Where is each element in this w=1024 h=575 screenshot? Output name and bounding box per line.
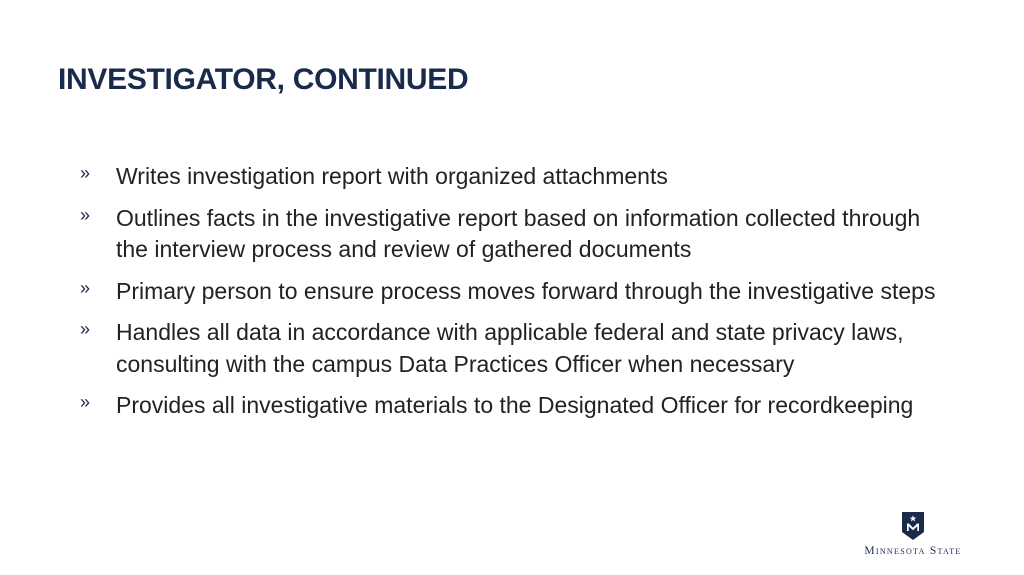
bullet-item [80, 317, 950, 380]
slide-title: INVESTIGATOR, CONTINUED [58, 63, 469, 96]
bullet-item [80, 390, 950, 422]
bullet-item [80, 161, 950, 193]
bullet-chevron-icon: » [80, 392, 91, 412]
bullet-chevron-icon: » [80, 319, 91, 339]
bullet-text: Provides all investigative materials to the Designated Officer for recordkeeping [116, 392, 914, 418]
bullet-chevron-icon: » [80, 277, 91, 298]
bullet-text: Handles all data in accordance with applicable federal and state privacy laws, consulting with the campus Data Practices Officer when necessary [116, 319, 904, 377]
minnesota-state-logo [848, 512, 978, 562]
bullet-list [80, 161, 950, 432]
bullet-item [80, 203, 950, 266]
bullet-text: Writes investigation report with organized attachments [116, 163, 668, 189]
bullet-chevron-icon: » [80, 163, 91, 183]
bullet-item [80, 276, 950, 308]
minnesota-state-star-m-icon [902, 512, 924, 540]
bullet-text: Primary person to ensure process moves forward through the investigative steps [116, 277, 936, 304]
bullet-text: Outlines facts in the investigative report based on information collected through the interview process and review of gathered documents [116, 204, 921, 262]
logo-wordmark: Minnesota State [864, 545, 962, 557]
bullet-chevron-icon: » [80, 204, 91, 225]
